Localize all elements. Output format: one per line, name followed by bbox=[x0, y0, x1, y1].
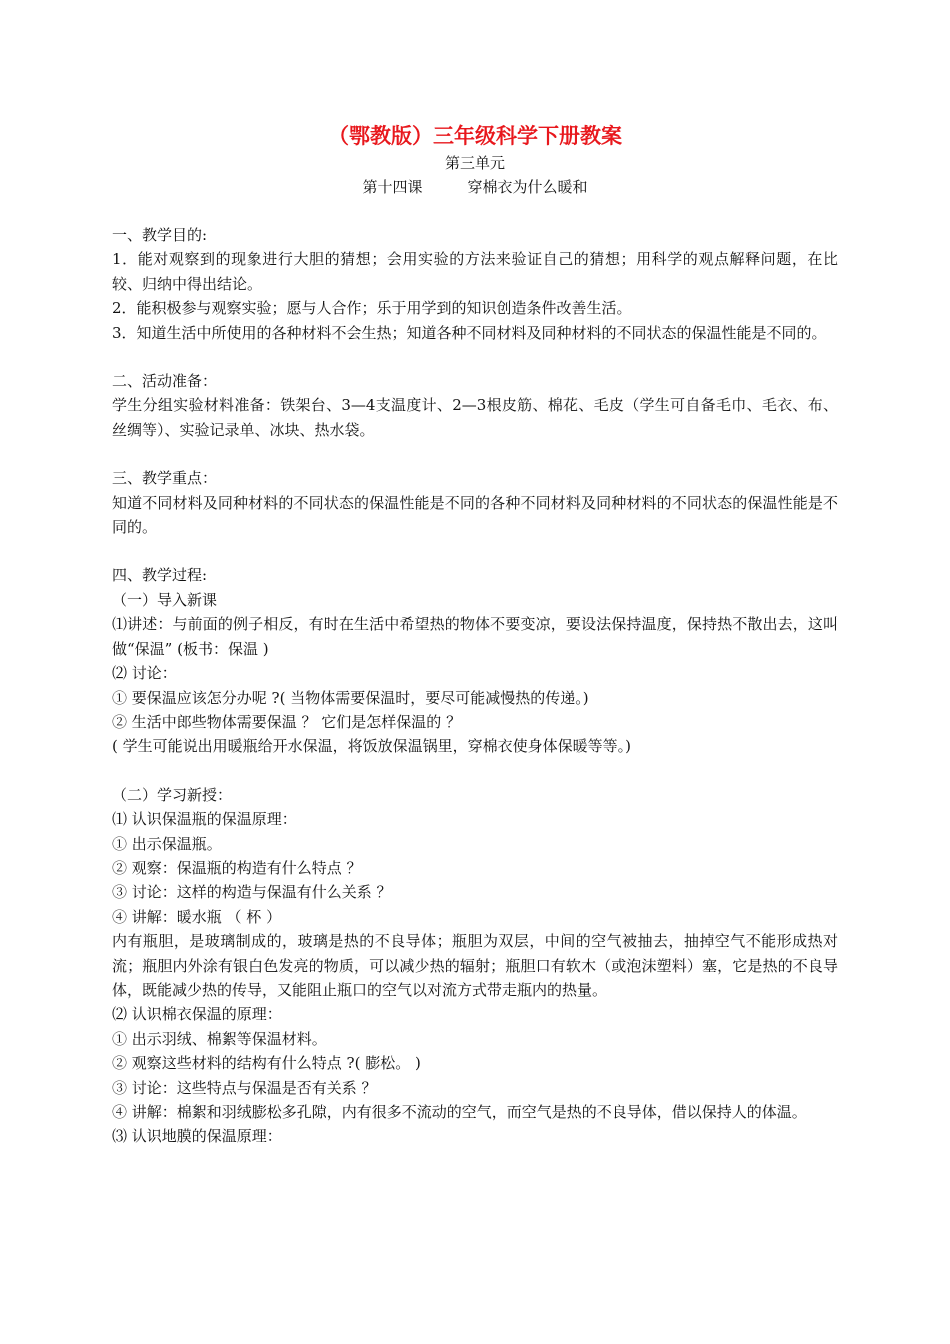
paragraph-line: 3．知道生活中所使用的各种材料不会生热；知道各种不同材料及同种材料的不同状态的保温性能是不同的。 bbox=[112, 323, 827, 342]
paragraph-line: ③ 讨论：这些特点与保温是否有关系 ？ bbox=[112, 1078, 377, 1097]
section-heading: 三、教学重点： bbox=[112, 469, 218, 488]
paragraph-line: ② 生活中郎些物体需要保温 ？ 它们是怎样保温的 ？ bbox=[112, 712, 462, 731]
paragraph-line: ⑵ 讨论： bbox=[112, 664, 177, 683]
section-heading: 二、活动准备： bbox=[112, 372, 218, 391]
document-page bbox=[112, 121, 838, 1149]
paragraph-line: 内有瓶胆，是玻璃制成的，玻璃是热的不良导体；瓶胆为双层，中间的空气被抽去，抽掉空气不能形成热对流；瓶胆内外涂有银白色发亮的物质，可以减少热的辐射；瓶胆口有软木（或泡沫塑料）塞，它是热的不良导体，既能减少热的传导，又能阻止瓶口的空气以对流方式带走瓶内的热量。 bbox=[112, 932, 838, 999]
paragraph-line: ④ 讲解：暖水瓶 （ 杯 ） bbox=[112, 907, 282, 926]
paragraph-line: ③ 讨论：这样的构造与保温有什么关系 ？ bbox=[112, 883, 392, 902]
section-4 bbox=[112, 563, 838, 758]
section-3 bbox=[112, 466, 838, 539]
paragraph-line: ② 观察这些材料的结构有什么特点 ?( 膨松。 ) bbox=[112, 1054, 421, 1073]
paragraph-line: ① 出示羽绒、棉絮等保温材料。 bbox=[112, 1029, 327, 1048]
section-heading: 四、教学过程: bbox=[112, 566, 208, 585]
document-title: （鄂教版）三年级科学下册教案 bbox=[328, 123, 622, 148]
section-heading: 一、教学目的: bbox=[112, 226, 208, 244]
paragraph-line: 1．能对观察到的现象进行大胆的猜想；会用实验的方法来验证自己的猜想；用科学的观点解释问题，在比较、归纳中得出结论。 bbox=[112, 250, 838, 293]
paragraph-line: 2．能积极参与观察实验；愿与人合作；乐于用学到的知识创造条件改善生活。 bbox=[112, 299, 632, 318]
section-heading: （二）学习新授： bbox=[112, 785, 233, 804]
section-5 bbox=[112, 783, 838, 1149]
paragraph-line: ④ 讲解：棉絮和羽绒膨松多孔隙，内有很多不流动的空气，而空气是热的不良导体，借以保持人的体温。 bbox=[112, 1103, 807, 1121]
document-body bbox=[112, 223, 838, 1149]
paragraph-line: ① 要保温应该怎分办呢 ?( 当物体需要保温时，要尽可能减慢热的传递。) bbox=[112, 688, 589, 707]
paragraph-line: （一）导入新课 bbox=[112, 590, 218, 609]
paragraph-line: ⑶ 认识地膜的保温原理： bbox=[112, 1127, 282, 1146]
paragraph-line: ① 出示保温瓶。 bbox=[112, 834, 222, 853]
unit-label: 第三单元 bbox=[444, 154, 505, 172]
paragraph-line: ② 观察：保温瓶的构造有什么特点 ？ bbox=[112, 858, 362, 877]
paragraph-line: ⑴ 认识保温瓶的保温原理： bbox=[112, 810, 297, 829]
paragraph-line: 知道不同材料及同种材料的不同状态的保温性能是不同的各种不同材料及同种材料的不同状态的保温性能是不同的。 bbox=[112, 493, 838, 537]
section-1 bbox=[112, 223, 838, 345]
paragraph-line: ⑵ 认识棉衣保温的原理： bbox=[112, 1005, 282, 1024]
paragraph-line: ( 学生可能说出用暖瓶给开水保温，将饭放保温锅里，穿棉衣使身体保暖等等。) bbox=[112, 737, 631, 756]
paragraph-line: 学生分组实验材料准备：铁架台、3—4支温度计、2—3根皮筋、棉花、毛皮（学生可自备毛巾、毛衣、布、丝绸等）、实验记录单、冰块、热水袋。 bbox=[112, 396, 838, 439]
paragraph-line: ⑴讲述：与前面的例子相反，有时在生活中希望热的物体不要变凉，要设法保持温度，保持热不散出去，这叫做“保温” (板书：保温 ) bbox=[112, 615, 838, 658]
section-2 bbox=[112, 369, 838, 442]
lesson-title: 第十四课 穿棉衣为什么暖和 bbox=[362, 178, 588, 196]
